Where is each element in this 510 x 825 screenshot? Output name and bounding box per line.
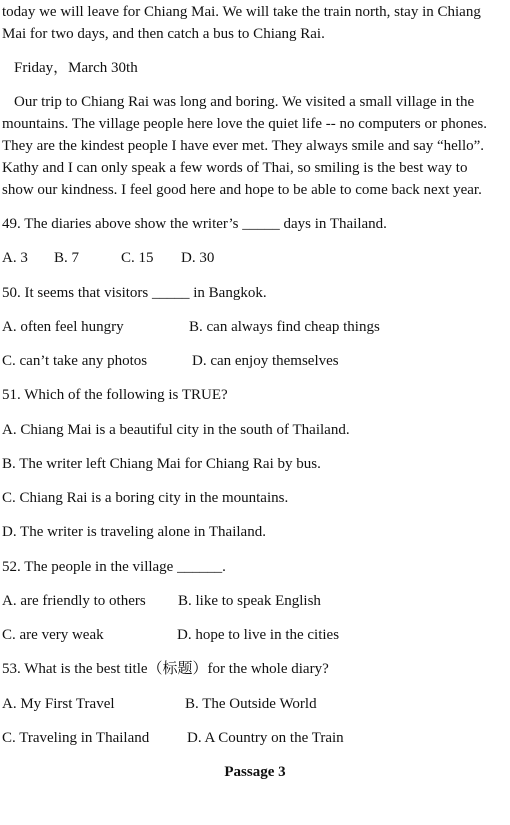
answer-option: B. like to speak English xyxy=(178,593,321,609)
passage-line: today we will leave for Chiang Mai. We will take the train north, stay in Chiang xyxy=(2,4,481,20)
passage-line: mountains. The village people here love the quiet life -- no computers or phones. xyxy=(2,116,488,132)
question-stem: 49. The diaries above show the writer’s _____ days in Thailand. xyxy=(2,216,387,232)
answer-option: C. Chiang Rai is a boring city in the mountains. xyxy=(2,490,289,506)
answer-option: D. A Country on the Train xyxy=(187,730,344,746)
answer-option: D. can enjoy themselves xyxy=(192,353,339,369)
question-stem: 51. Which of the following is TRUE? xyxy=(2,387,228,403)
answer-option: C. Traveling in Thailand xyxy=(2,730,150,746)
answer-option: D. The writer is traveling alone in Thailand. xyxy=(2,524,266,540)
answer-option: A. are friendly to others xyxy=(2,593,146,609)
answer-option: B. can always find cheap things xyxy=(189,319,380,335)
section-heading: Passage 3 xyxy=(224,764,286,780)
answer-option: B. The Outside World xyxy=(185,696,317,712)
question-stem: 50. It seems that visitors _____ in Bangkok. xyxy=(2,285,267,301)
answer-option: A. 3 xyxy=(2,250,28,266)
answer-option: D. hope to live in the cities xyxy=(177,627,340,643)
answer-option: C. can’t take any photos xyxy=(2,353,148,369)
answer-option: B. The writer left Chiang Mai for Chiang Rai by bus. xyxy=(2,456,321,472)
answer-option: A. often feel hungry xyxy=(2,319,124,335)
answer-option: C. 15 xyxy=(121,250,154,266)
passage-line: Mai for two days, and then catch a bus to Chiang Rai. xyxy=(2,26,325,42)
answer-option: A. My First Travel xyxy=(2,696,115,712)
passage-line: They are the kindest people I have ever met. They always smile and say “hello”. xyxy=(2,138,485,154)
question-stem: 52. The people in the village ______. xyxy=(2,559,226,575)
answer-option: A. Chiang Mai is a beautiful city in the south of Thailand. xyxy=(2,422,350,438)
diary-date: Friday，March 30th xyxy=(14,60,138,76)
answer-option: B. 7 xyxy=(54,250,80,266)
passage-line: show our kindness. I feel good here and hope to be able to come back next year. xyxy=(2,182,482,198)
answer-option: C. are very weak xyxy=(2,627,104,643)
passage-line: Our trip to Chiang Rai was long and boring. We visited a small village in the xyxy=(14,94,475,110)
question-stem: 53. What is the best title（标题）for the whole diary? xyxy=(2,661,329,677)
answer-option: D. 30 xyxy=(181,250,215,266)
passage-line: Kathy and I can only speak a few words of Thai, so smiling is the best way to xyxy=(2,160,468,176)
